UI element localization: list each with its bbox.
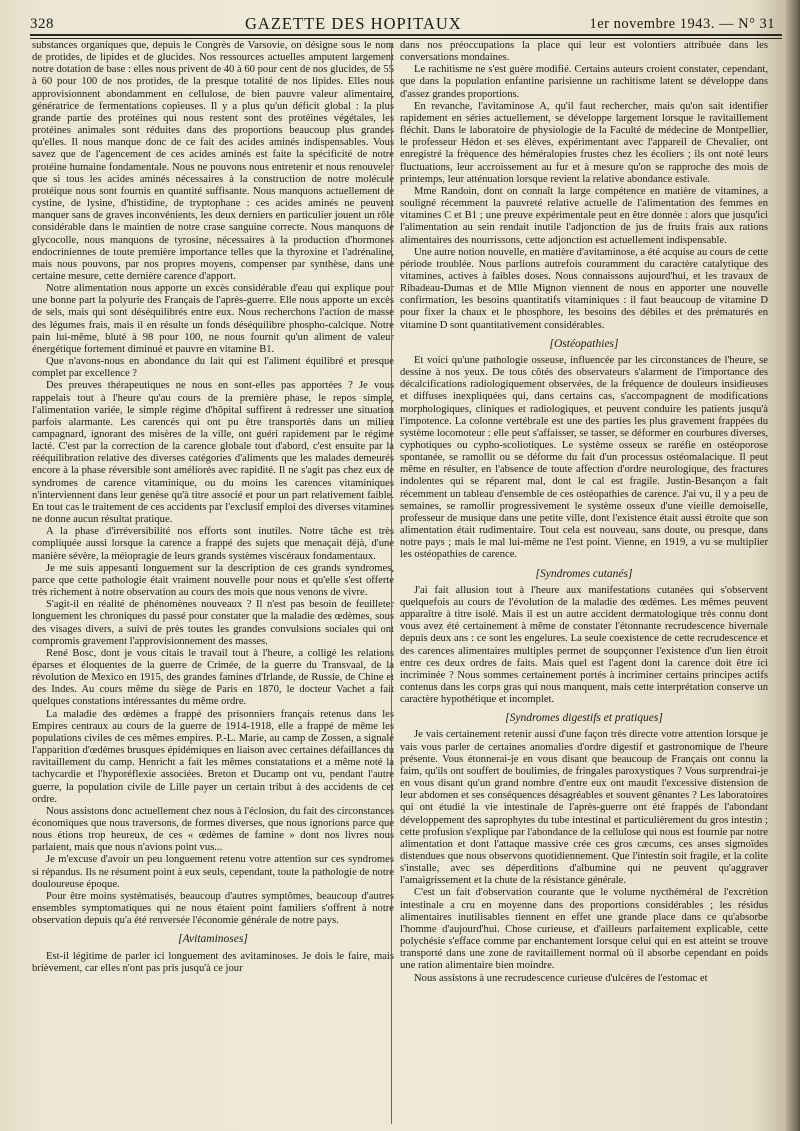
right-column: [400, 40, 768, 985]
paragraph: Et voici qu'une pathologie osseuse, influencée par les circonstances de l'heure, se dessine à nos yeux. De tous côtés des observateurs s'alarment de l'importance des décalcifications radiologiquement observées, de la fréquence de douleurs insidieuses et diffuses inexpliquées qui, dans certains cas, s'accompagnent de modifications morphologiques, cliniques et radiologiques, et peuvent conduire les patients jusqu'à l'impotence. La colonne vertébrale est une des parties les plus gravement frappées du système locomoteur : elle peut s'affaisser, se tasser, se déformer en courbures diverses, cyphotiques ou cypho-scoliotiques. Le système osseux se raréfie en ostéoporose spontanée, se ramollit ou se déforme du fait d'un processus ostéomalacique. Il peut même en résulter, en l'absence de toute affection d'ordre neurologique, des fractures indolentes qui se réparent mal, dont le cal est fragile. Justin-Besançon a fait récemment un tableau d'ensemble de ces ostéopathies de carence. J'ai vu, il y a peu de semaines, se ramollir progressivement le système osseux d'une vieille demoiselle, professeur de musique dans une petite ville, dont l'existence était aussi étroite que son alimentation était rudimentaire. Tout cela est nouveau, sans doute, ou presque, dans notre pays ; mais le mal lui-même ne l'est point. Vienne, en 1919, a vu se multiplier les ostéopathies de carence.: [400, 354, 768, 561]
paragraph: Pour être moins systématisés, beaucoup d'autres symptômes, beaucoup d'autres ensembles symptomatiques qui ne nous étaient point familiers s'offrent à notre observation depuis qu'a été renversée l'économie générale de notre pays.: [32, 890, 394, 927]
page-number: 328: [30, 16, 54, 32]
paragraph: En revanche, l'avitaminose A, qu'il faut rechercher, mais qu'on sait identifier rapidement en séries actuellement, se développe largement lorsque le ravitaillement fléchit. Dans le laboratoire de physiologie de la Faculté de médecine de Montpellier, le professeur Hédon et ses élèves, expérimentant avec l'appareil de Chevalier, ont enregistré la fréquence des héméralopies frustes chez les écoliers ; ils ont noté leurs fluctuations, leur accroissement au fur et à mesure qu'on se rapproche des mois de printemps, leur atténuation lorsque revient la relative abondance estivale.: [400, 100, 768, 185]
paragraph: Je m'excuse d'avoir un peu longuement retenu votre attention sur ces syndromes si répandus. Ils ne résument point à eux seuls, cependant, toute la pathologie de notre douloureuse époque.: [32, 854, 394, 890]
paragraph: Le rachitisme ne s'est guère modifié. Certains auteurs croient constater, cependant, que dans la population enfantine parisienne un rachitisme latent se développe dans d'assez grandes proportions.: [400, 64, 768, 100]
column-divider: [391, 44, 392, 1124]
journal-title: GAZETTE DES HOPITAUX: [245, 14, 462, 33]
left-column: [32, 40, 394, 975]
header-rule-thin: [30, 38, 782, 39]
paragraph: Nous assistons à une recrudescence curieuse d'ulcères de l'estomac et: [414, 972, 708, 984]
section-heading: [Avitaminoses]: [178, 933, 248, 946]
paragraph: C'est un fait d'observation courante que le volume nycthéméral de l'excrétion intestinale a cru en moyenne dans des proportions considérables ; les résidus alimentaires inutilisables tiennent en effet une grande place dans ce qu'absorbe l'homme d'aujourd'hui. Chose curieuse, et d'ailleurs parfaitement explicable, cette polychésie s'efface comme par enchantement lorsque celui qui en est atteint se trouve transporté dans une zone de ravitaillement normal où il absorbe cependant en poids une ration alimentaire bien moindre.: [400, 887, 768, 972]
paragraph: Est-il légitime de parler ici longuement des avitaminoses. Je dois le faire, mais brièvement, car elles n'ont pas pris jusqu'à ce jour: [32, 950, 394, 974]
paragraph: J'ai fait allusion tout à l'heure aux manifestations cutanées qui s'observent quelquefois au cours de l'évolution de la maladie des œdèmes. Les mêmes peuvent apparaître à titre isolé. Mais il est un autre accident dermatologique très connu dont vous avez été certainement à même de constater l'étonnante recrudescence hivernale depuis deux ans : ce sont les engelures. La seule coexistence de cette recrudescence et des carences alimentaires multiples permet de soupçonner l'existence d'un lien étroit entre ces deux ordres de faits. Mais quel est l'agent dont la carence doit être ici incriminée ? Nous sommes certainement portés à incriminer certains principes actifs contenus dans les corps gras qui nous manquent, mais cette interprétation conserve un caractère hypothétique et incomplet.: [400, 584, 768, 706]
paragraph: Nous assistons donc actuellement chez nous à l'éclosion, du fait des circonstances économiques que nous traversons, de formes diverses, que nous ignorions parce que nous étions trop heureux, de ces « œdèmes de famine » dont nos livres nous parlaient, mais que nous n'avions point vus...: [32, 805, 394, 854]
issue-date: 1er novembre 1943. — N° 31: [589, 16, 775, 32]
header-rule: [30, 34, 782, 36]
paragraph: substances organiques que, depuis le Congrès de Varsovie, on désigne sous le nom de protides, de lipides et de glucides. Nos ressources actuelles amputent largement notre dotation de base : elles nous privent de 40 à 60 pour cent de nos glucides, de 55 à 60 pour 100 de nos protides, de la presque totalité de nos lipides. Elles nous approvisionnent abondamment en cellulose, de bien pauvre valeur alimentaire, génératrice de fermentations copieuses. Il y a plus qu'un déficit global : la plus grande partie des protéines qui nous restent sont des protéines végétales, les protéines animales sont réduites dans des proportions beaucoup plus grandes qu'elles. Il nous manque donc de ce fait des acides aminés indispensables. Vous savez que de l'agencement de ces acides aminés est faite la spécificité de notre protéine humaine fondamentale. Nous ne pouvons nous entretenir et nous renouveler que si tous les acides aminés nécessaires à la construction de notre molécule protéique nous sont fournis en quantité suffisante. Nous manquons actuellement de cystine, de lysine, d'histidine, de tryptophane : ces acides aminés ne peuvent manquer sans de graves inconvénients, les deux derniers en particulier jouent un rôle considérable dans le maintien de notre crase sanguine correcte. Nous manquons de glycocolle, nous manquons de tyrosine, nécessaires à la production d'hormones endocriniennes de toute première importance telles que la thyroxine et l'adrénaline, mais nous pouvons, par nos propres moyens, compenser par synthèse, dans une certaine mesure, cette dernière carence d'apport.: [32, 40, 394, 282]
paragraph: La maladie des œdèmes a frappé des prisonniers français retenus dans les Empires centraux au cours de la guerre de 1914-1918, elle a frappé de même les populations civiles de ces mêmes empires. P.-L. Marie, au camp de Zossen, a signalé l'apparition d'œdèmes brusques épidémiques en liaison avec certaines défaillances du ravitaillement du camp. Henricht a fait les mêmes constatations et a même noté la tachycardie et l'hyporéflexie associées. Breton et Ducamp ont vu, pendant l'autre guerre, la population civile de Lille payer un certain tribut à des accidents de cet ordre.: [32, 708, 394, 805]
page-header: [30, 8, 775, 34]
paragraph: Des preuves thérapeutiques ne nous en sont-elles pas apportées ? Je vous rappelais tout à l'heure qu'au cours de la première phase, le repos simple, l'alimentation variée, le simple régime d'hôpital suffirent à redresser une situation parfois alarmante. Les carencés qui ont pu être transportés dans un milieu campagnard, ignorant des misères de la ville, ont guéri rapidement par le régime lacté. C'est par la correction de la carence globale tout d'abord, c'est ensuite par la rééquilibration relative des diverses catégories d'aliments que les malades demeurés encore à la phase réversible sont améliorés avec rapidité. Il ne s'agit pas chez eux de syndromes de carence vitaminique, ou du moins les carences vitaminiques n'interviennent dans leur genèse qu'à titre associé et pour un part relativement faible. En tout cas le traitement de ces accidents par l'exclusif emploi des diverses vitamines ne donne aucun résultat pratique.: [32, 380, 394, 526]
paragraph: dans nos préoccupations la place qui leur est volontiers attribuée dans les conversations mondaines.: [400, 40, 768, 64]
paragraph: René Bosc, dont je vous citais le travail tout à l'heure, a colligé les relations éparses et éloquentes de la guerre de Crimée, de la guerre du Transvaal, de la révolution de Mexico en 1915, des grandes famines d'Irlande, de Russie, de Chine et des Indes. Au cours même du siège de Paris en 1870, le docteur Vachet a fait quelques constations intéressantes du même ordre.: [32, 647, 394, 708]
paragraph: S'agit-il en réalité de phénomènes nouveaux ? Il n'est pas besoin de feuilleter longuement les chroniques du passé pour constater que la maladie des œdèmes, sous des visages divers, a suivi de près toutes les grandes convulsions sociales qui ont compromis gravement l'approvisionnement des masses.: [32, 599, 394, 647]
paragraph: Une autre notion nouvelle, en matière d'avitaminose, a été acquise au cours de cette période troublée. Nous parlions autrefois couramment du caractère catalytique des vitamines, actives à faibles doses. Nous connaissons aujourd'hui, et les travaux de Ribadeau-Dumas et de Mlle Mignon viennent de nous en apporter une nouvelle confirmation, les besoins quantitatifs vitaminiques : il faut beaucoup de vitamine D pour fixer la chaux et le phosphore, les besoins des débiles et des prématurés en vitamine D sont quantitativement considérables.: [400, 246, 769, 331]
section-heading: [Syndromes digestifs et pratiques]: [505, 712, 663, 725]
paragraph: A la phase d'irréversibilité nos efforts sont inutiles. Notre tâche est très compliquée aussi lorsque la carence a frappé des sujets que menaçait déjà, d'une manière sévère, la méiopragie de leurs grands systèmes viscéraux fondamentaux.: [32, 526, 394, 562]
section-heading: [Syndromes cutanés]: [535, 567, 633, 580]
paragraph: Je vais certainement retenir aussi d'une façon très directe votre attention lorsque je vais vous parler de certaines anomalies d'ordre digestif et gastronomique de l'heure présente. Vous étonnerai-je en vous disant que beaucoup de Français ont connu la faim, qu'ils ont souffert de boulimies, de fringales paroxystiques ? Vous surprendrai-je en vous disant qu'un grand nombre d'entre eux ont maudit l'excessive distension de leur abdomen et ses conséquences désagréables et souvent gênantes ? Les laboratoires qui ont étudié la vie intestinale de l'après-guerre ont été frappés de l'abondant développement des saprophytes du tube intestinal et particulièrement du gros intestin ; cette profusion s'explique par l'abondance de la cellulose qui nous est fournie par notre alimentation et dont l'attaque massive crée ces gros cæcums, ces anses sigmoïdes distendues que nous observons quotidiennement. Que l'intestin soit fragile, et la colite s'installe, avec ses déperditions d'albumine qui ne peuvent qu'aggraver l'amaigrissement et la chute de la résistance générale.: [400, 729, 768, 887]
binding-shadow: [786, 0, 800, 1131]
paragraph: Que n'avons-nous en abondance du lait qui est l'aliment équilibré et presque complet par excellence ?: [32, 356, 394, 380]
section-heading: [Ostéopathies]: [549, 337, 619, 350]
paragraph: Notre alimentation nous apporte un excès considérable d'eau qui explique pour une bonne part la polyurie des Français de l'après-guerre. Elle nous apporte un excès de sels, mais qui sont déséquilibrés entre eux. Nous recherchons l'action de masse des légumes frais, mais il en résulte un fonds déséquilibre phospho-calcique. Notre pain lui-même, bluté à 98 pour 100, ne nous fournit qu'un aliment de valeur énergétique fortement diminué et pauvre en vitamine B1.: [32, 283, 394, 355]
paragraph: Mme Randoin, dont on connaît la large compétence en matière de vitamines, a souligné récemment la pauvreté relative actuelle de l'alimentation des femmes en vitamines C et B1 ; une preuve expérimentale peut en être donnée : alors que jusqu'ici l'alimentation au sein rendait inutile l'adjonction de jus de fruits frais aux rations alimentaires des nourrissons, cette adjonction est actuellement indispensable.: [400, 185, 768, 246]
paragraph: Je me suis appesanti longuement sur la description de ces grands syndromes, parce que cette pathologie était vraiment nouvelle pour nous et qu'elle s'est offerte très richement à notre observation au cours des mois que nous venons de vivre.: [32, 562, 394, 599]
